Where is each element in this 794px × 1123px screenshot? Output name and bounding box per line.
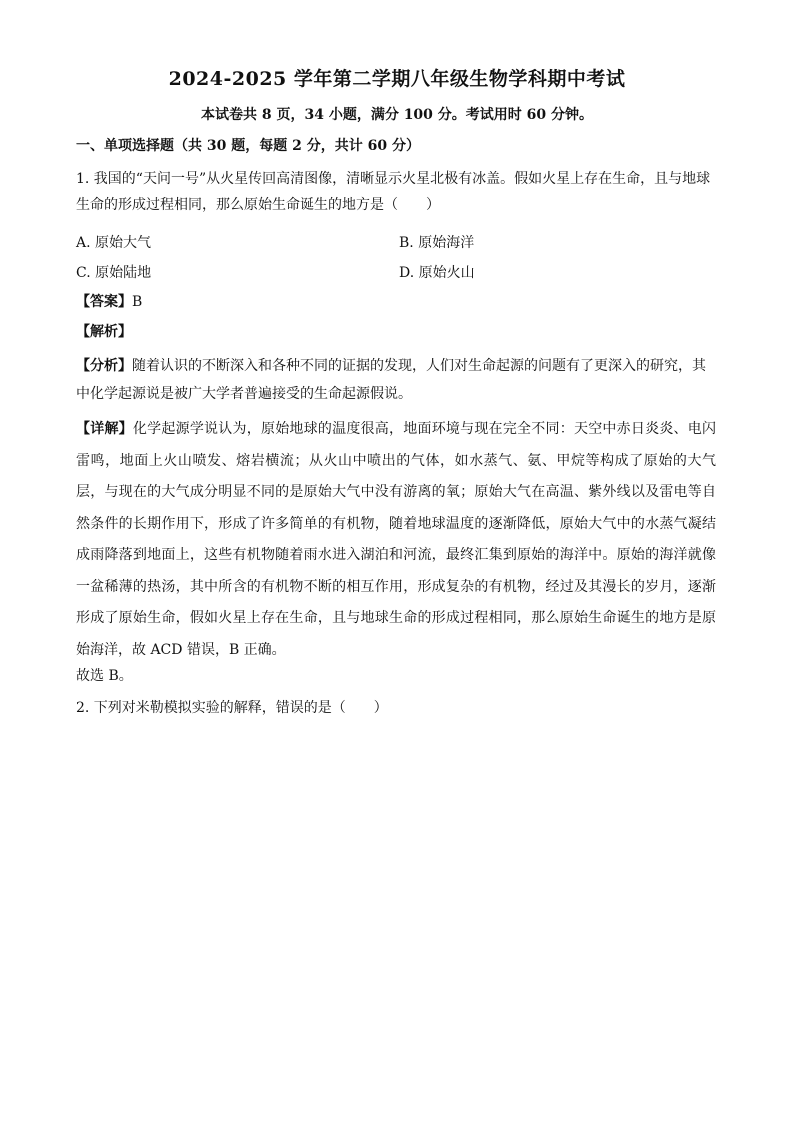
section-heading: 一、单项选择题（共 30 题，每题 2 分，共计 60 分） — [76, 138, 420, 154]
option-c: C. 原始陆地 — [76, 265, 152, 281]
question-2-stem: 2. 下列对米勒模拟实验的解释，错误的是（ ） — [76, 700, 388, 716]
analysis-tag: 【解析】 — [76, 324, 132, 340]
analysis-xiangjie — [76, 414, 716, 666]
answer-tag: 【答案】 — [76, 294, 132, 310]
exam-subtitle: 本试卷共 8 页，34 小题，满分 100 分。考试用时 60 分钟。 — [200, 107, 594, 123]
xiangjie-text: 化学起源学说认为，原始地球的温度很高，地面环境与现在完全不同：天空中赤日炎炎、电闪雷鸣，地面上火山喷发、熔岩横流；从火山中喷出的气体，如水蒸气、氨、甲烷等构成了原始的大气层，与现在的大气成分明显不同的是原始大气中没有游离的氧；原始大气在高温、紫外线以及雷电等自然条件的长期作用下，形成了许多简单的有机物，随着地球温度的逐渐降低，原始大气中的水蒸气凝结成雨降落到地面上，这些有机物随着雨水进入湖泊和河流，最终汇集到原始的海洋中。原始的海洋就像一盆稀薄的热汤，其中所含的有机物不断的相互作用，形成复杂的有机物，经过及其漫长的岁月，逐渐形成了原始生命，假如火星上存在生命，且与地球生命的形成过程相同，那么原始生命诞生的地方是原始海洋，故 ACD 错误，B 正确。 — [76, 421, 717, 658]
question-1-stem: 1. 我国的“天问一号”从火星传回高清图像，清晰显示火星北极有冰盖。假如火星上存在生命，且与地球生命的形成过程相同，那么原始生命诞生的地方是（ ） — [76, 171, 711, 213]
conclusion: 故选 B。 — [76, 668, 133, 684]
option-d: D. 原始火山 — [399, 265, 475, 281]
option-b: B. 原始海洋 — [399, 235, 475, 251]
options-row-2 — [76, 262, 716, 284]
exam-title: 2024-2025 学年第二学期八年级生物学科期中考试 — [168, 68, 626, 90]
options-row-1 — [76, 232, 716, 254]
option-a: A. 原始大气 — [76, 235, 152, 251]
answer-line — [76, 290, 716, 314]
answer-value: B — [132, 294, 143, 310]
fenxi-tag: 【分析】 — [76, 358, 132, 374]
analysis-heading — [76, 320, 716, 344]
fenxi-text: 随着认识的不断深入和各种不同的证据的发现，人们对生命起源的问题有了更深入的研究，其中化学起源说是被广大学者普遍接受的生命起源假说。 — [76, 358, 706, 402]
xiangjie-tag: 【详解】 — [76, 421, 133, 437]
analysis-fenxi — [76, 352, 716, 408]
